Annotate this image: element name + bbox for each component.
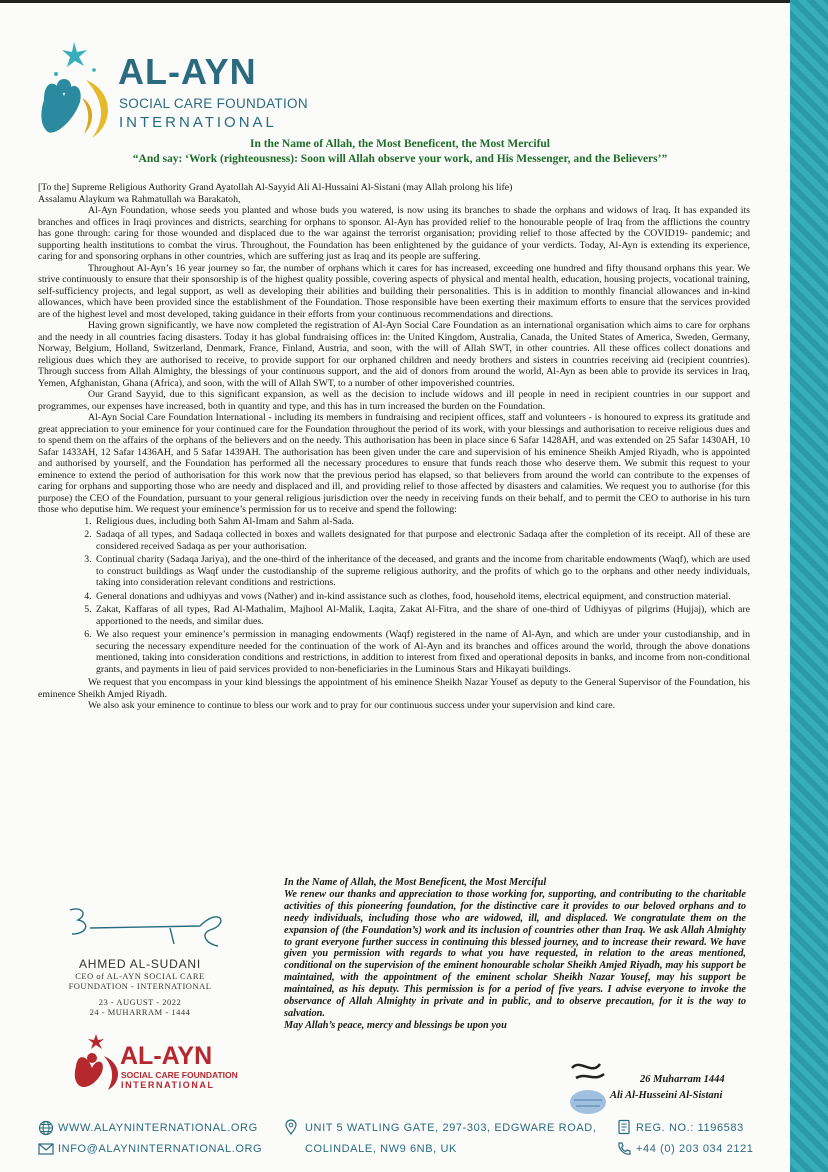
brand-subtitle: SOCIAL CARE FOUNDATION — [119, 96, 308, 111]
list-item: 1. Religious dues, including both Sahm Al-Imam and Sahm al-Sada. — [94, 516, 750, 528]
ceo-title-line1: CEO of AL-AYN SOCIAL CARE — [75, 971, 205, 981]
list-item: 3. Continual charity (Sadaqa Jariya), and the one-third of the inheritance of the deceased, and grants and the income from charitable endowments (Waqf), which are used to construct buildings as Waqf under the custodianship of the supreme religious authority, and the profits of which go to the orphans and other needy individuals, taking into consideration relevant conditions and restrictions. — [94, 554, 750, 589]
paragraph: We request that you encompass in your kind blessings the appointment of his eminence Sheikh Nazar Yousef as deputy to the General Supervisor of the Foundation, his eminence Sheikh Amjed Riyadh. — [38, 677, 750, 700]
al-ayn-red-logo-icon — [70, 1032, 122, 1090]
website-link[interactable]: WWW.ALAYNINTERNATIONAL.ORG — [58, 1122, 258, 1134]
brand-name: AL-AYN — [118, 51, 257, 92]
al-ayn-logo-icon — [34, 40, 124, 140]
paragraph: Having grown significantly, we have now completed the registration of Al-Ayn Social Care Foundation as an international organisation which aims to care for orphans and the needy in all countries facing disasters. Today it has global fundraising offices in: the United Kingdom, Australia, Canada, the United States of America, Sweden, Germany, Norway, Belgium, Holland, Switzerland, Denmark, France, Finland, Austria, and soon, with the will of Allah SWT, in other countries. All these offices collect donations and religious dues which they are authorised to receive, to provide support for our orphaned children and needy brothers and sisters in countries receiving aid (recipient countries). Through success from Allah Almighty, the blessings of your continuous support, and the aid of donors from around the world, Al-Ayn as been able to provide its services in Iraq, Yemen, Afghanistan, Ghana (Africa), and soon, with the will of Allah SWT, to a number of other impoverished countries. — [38, 320, 750, 389]
signature-drawing — [50, 900, 230, 950]
phone-icon — [616, 1141, 632, 1157]
seal-stamp-icon — [566, 1056, 612, 1118]
brand-international: INTERNATIONAL — [119, 114, 277, 131]
greeting: Assalamu Alaykum wa Rahmatullah wa Barakatoh, — [38, 193, 241, 205]
ruling-closing: May Allah’s peace, mercy and blessings be upon you — [284, 1019, 507, 1031]
ruling-heading: In the Name of Allah, the Most Beneficent, the Most Merciful — [284, 877, 547, 888]
top-rule — [0, 0, 790, 3]
ruling-body: We renew our thanks and appreciation to those working for, supporting, and contributing to the charitable activities of this pioneering foundation, for the distinctive care it provides to our beloved orphans and to needy individuals, including those who are widowed, ill, and displaced. We congratulate them on the expansion of (the Foundation’s) work and its inclusion of countries other than Iraq. We ask Allah Almighty to grant everyone further success in continuing this blessed journey, and to increase their reward. We have given you permission with regards to what you have requested, in relation to the areas mentioned, conditional on the supervision of the eminent honourable scholar Sheikh Amjed Riyadh, may his support be maintained, with the appointment of the eminent scholar Sheikh Nazar Yousef, may his support be maintained, as his deputy. This permission is for a period of five years. I advise everyone to invoke the observance of Allah Almighty in private and in public, and to observe precaution, for it is the way to salvation. — [284, 888, 746, 1019]
paragraph: Al-Ayn Social Care Foundation International - including its members in fundraising and recipient offices, staff and volunteers - is honoured to express its gratitude and great appreciation to your eminence for your continued care for the Foundation throughout the period of its work, with your blessings and authorisation to receive religious dues and to spend them on the affairs of the orphans of the believers and on the needy. This authorisation has been in place since 6 Safar 1428AH, and was extended on 25 Safar 1430AH, 10 Safar 1433AH, 12 Safar 1436AH, and 5 Safar 1439AH. The authorisation has been given under the care and supervision of his eminence Sheikh Amjed Riyadh, who is appointed and authorised by yourself, and the Foundation has performed all the necessary procedures to ensure that funds reach those who deserve them. We submit this request to your eminence to extend the period of authorisation for this work now that the previous period has elapsed, so that believers from around the world can contribute to the expenses of caring for orphans and supporting those who are needy and displaced and ill, and providing relief to those affected by disasters and calamities. We request you to authorise (for this purpose) the CEO of the Foundation, pursuant to your general religious jurisdiction over the needy in receiving funds on their behalf, and to permit the CEO to authorise in his turn those who deputise him. We request your eminence’s permission for us to receive and spend the following: — [38, 412, 750, 515]
letter-body — [38, 182, 750, 712]
email-link[interactable]: INFO@ALAYNINTERNATIONAL.ORG — [58, 1143, 263, 1155]
paragraph: We also ask your eminence to continue to bless our work and to pray for our continuous success under your supervision and kind care. — [88, 700, 616, 711]
registration-number: REG. NO.: 1196583 — [636, 1122, 744, 1134]
decorative-side-band — [790, 0, 828, 1172]
addressee: [To the] Supreme Religious Authority Grand Ayatollah Al-Sayyid Ali Al-Hussaini Al-Sistani (may Allah prolong his life) — [38, 182, 513, 193]
footer-brand-name: AL-AYN — [120, 1042, 213, 1070]
ceo-signature-block — [40, 900, 240, 1017]
address-line1: UNIT 5 WATLING GATE, 297-303, EDGWARE ROAD, — [305, 1122, 597, 1134]
footer-brand-subtitle: SOCIAL CARE FOUNDATION — [121, 1070, 238, 1080]
list-item: 5. Zakat, Kaffaras of all types, Rad Al-Mathalim, Majhool Al-Malik, Laqita, Zakat Al-Fitra, and the share of one-third of Udhiyyas of pilgrims (Hujjaj), which are apportioned to the needs, and similar dues. — [94, 604, 750, 627]
bismillah-heading: In the Name of Allah, the Most Beneficent, the Most Merciful — [249, 138, 550, 150]
mail-icon — [38, 1141, 54, 1157]
list-item: 4. General donations and udhiyyas and vows (Nather) and in-kind assistance such as clothes, food, household items, electrical equipment, and construction material. — [94, 591, 750, 603]
ruling-signatory: Ali Al-Husseini Al-Sistani — [610, 1090, 723, 1101]
list-item: 2. Sadaqa of all types, and Sadaqa collected in boxes and wallets designated for that purpose and electronic Sadaqa after the completion of its receipt. All of these are considered received Sadaqa as per your authorisation. — [94, 529, 750, 552]
document-icon — [616, 1119, 632, 1135]
ruling-date: 26 Muharram 1444 — [640, 1074, 725, 1085]
phone-number[interactable]: +44 (0) 203 034 2121 — [636, 1143, 754, 1155]
paragraph: Our Grand Sayyid, due to this significant expansion, as well as the decision to include widows and ill people in need in recipient countries in our support and programmes, our expenses have increased, both in quantity and type, and this has in turn increased the burden on the Foundation. — [38, 389, 750, 412]
list-item: 6. We also request your eminence’s permission in managing endowments (Waqf) registered in the name of Al-Ayn, and which are under your custodianship, and in securing the necessary expenditure needed for the continuation of the work of Al-Ayn and its branches and offices around the world, through the above donations mentioned, taking into consideration conditions and restrictions, in addition to interest from fixed and operational deposits in banks, and income from non-conditional grants, and payments in lieu of paid services provided to non-beneficiaries in the Luminous Stars and Hikayati buildings. — [94, 629, 750, 675]
location-pin-icon — [283, 1119, 299, 1135]
signature-date-gregorian: 23 - AUGUST - 2022 — [98, 997, 182, 1007]
ceo-name: AHMED AL-SUDANI — [78, 957, 202, 971]
ceo-title-line2: FOUNDATION - INTERNATIONAL — [68, 981, 212, 991]
globe-icon — [38, 1120, 54, 1136]
ruling-block — [284, 877, 746, 1032]
signature-date-hijri: 24 - MUHARRAM - 1444 — [89, 1007, 191, 1017]
verse-heading: “And say: ‘Work (righteousness): Soon will Allah observe your work, and His Messenger, and the Believers’” — [132, 153, 668, 165]
request-list — [38, 516, 750, 676]
paragraph: Al-Ayn Foundation, whose seeds you planted and whose buds you watered, is now using its branches to shade the orphans and widows of Iraq. It has expanded its branches and offices in Iraqi provinces and districts, searching for orphans to sponsor. Al-Ayn has provided relief to the honourable people of Iraq from the afflictions the country has gone through: caring for those wounded and displaced due to the war against the terrorist organisation; providing relief to those affected by the COVID19- pandemic; and supporting health institutions to combat the virus. Throughout, the Foundation has been enlightened by the guidance of your verdicts. Today, Al-Ayn is extending its experience, caring for and sponsoring orphans in other countries, which are suffering just as Iraq and its people are suffering. — [38, 205, 750, 262]
address-line2: COLINDALE, NW9 6NB, UK — [305, 1143, 457, 1155]
paragraph: Throughout Al-Ayn’s 16 year journey so far, the number of orphans which it cares for has increased, exceeding one hundred and fifty thousand orphans this year. We strive continuously to ensure that their sponsorship is of the highest quality possible, covering aspects of physical and mental health, education, housing projects, vocational training, self-sufficiency projects, and legal support, as well as developing their abilities and building their personalities. This is in addition to monthly financial allowances and in-kind allowances, which have been provided since the establishment of the Foundation. Those responsible have been exerting their maximum efforts to ensure that the services provided are of the highest level and most developed, taking guidance in their efforts from your continuous recommendations and directions. — [38, 262, 750, 320]
footer-brand-international: INTERNATIONAL — [121, 1080, 215, 1090]
